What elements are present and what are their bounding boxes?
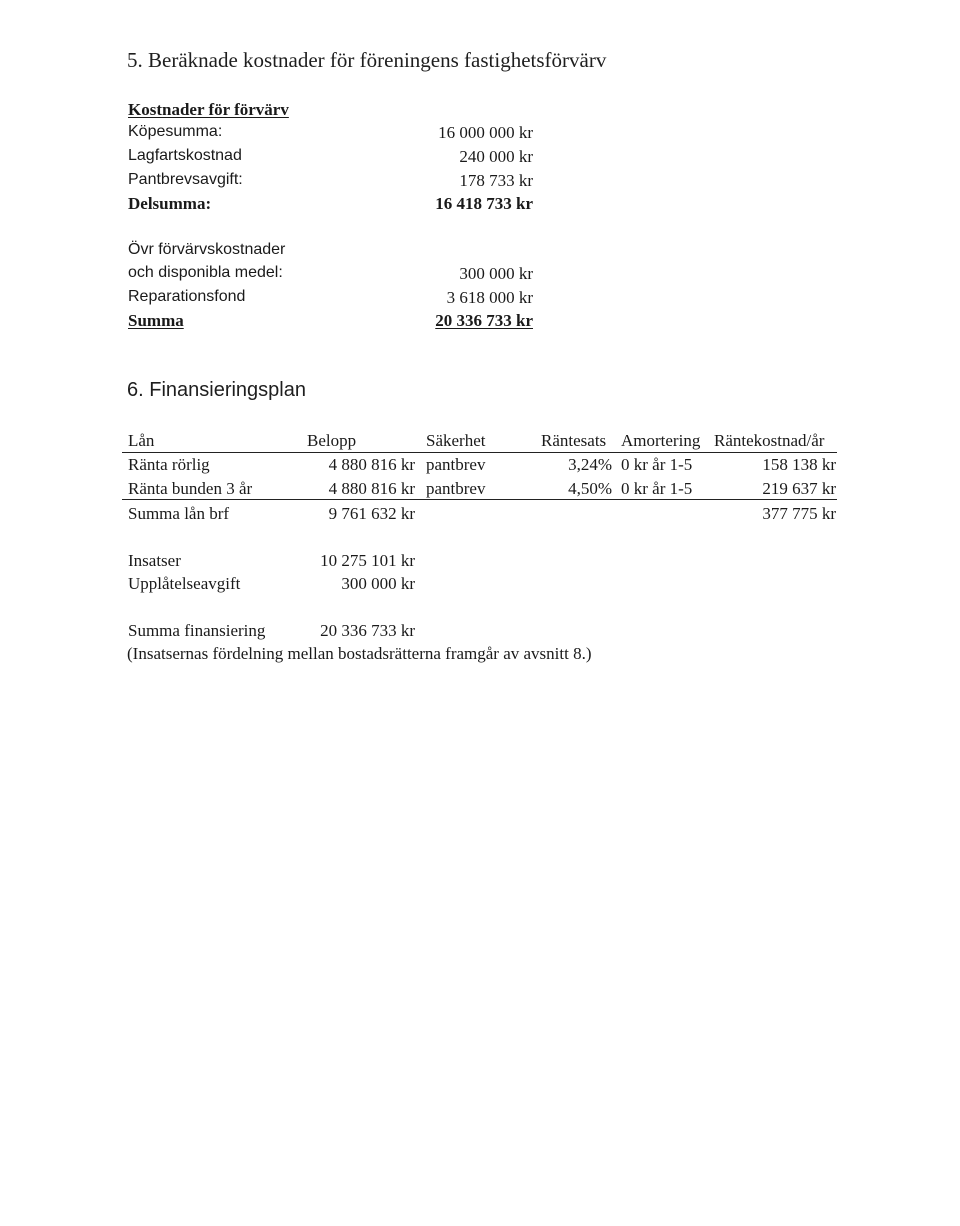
loan-interest-cost: 158 138 kr	[762, 455, 836, 474]
other-costs-label-line2: och disponibla medel:	[128, 264, 283, 281]
repair-fund-label: Reparationsfond	[128, 288, 246, 305]
transfer-fee-value: 300 000 kr	[341, 574, 415, 593]
rows-rule	[122, 499, 837, 500]
col-header-interest-cost: Räntekostnad/år	[714, 431, 825, 450]
financing-note: (Insatsernas fördelning mellan bostadsrätterna framgår av avsnitt 8.)	[127, 644, 592, 663]
section-5-title: 5. Beräknade kostnader för föreningens fastighetsförvärv	[127, 48, 607, 72]
repair-fund-value: 3 618 000 kr	[446, 288, 533, 307]
total-financing-label: Summa finansiering	[128, 621, 266, 640]
loan-amortization: 0 kr år 1-5	[621, 479, 693, 498]
col-header-loan: Lån	[128, 431, 155, 450]
purchase-price-value: 16 000 000 kr	[438, 123, 533, 142]
subtotal-label: Delsumma:	[128, 194, 212, 213]
subtotal-value: 16 418 733 kr	[435, 194, 533, 213]
contributions-label: Insatser	[128, 551, 181, 570]
title-deed-cost-label: Lagfartskostnad	[128, 147, 242, 164]
loan-total-interest-cost: 377 775 kr	[762, 504, 836, 523]
mortgage-deed-fee-label: Pantbrevsavgift:	[128, 171, 243, 188]
loan-total-label: Summa lån brf	[128, 504, 230, 523]
purchase-price-label: Köpesumma:	[128, 123, 223, 140]
contributions-value: 10 275 101 kr	[320, 551, 415, 570]
col-header-amortization: Amortering	[621, 431, 701, 450]
loan-security: pantbrev	[426, 479, 486, 498]
other-costs-value: 300 000 kr	[459, 264, 533, 283]
col-header-security: Säkerhet	[426, 431, 486, 450]
total-label: Summa	[128, 311, 184, 330]
col-header-amount: Belopp	[307, 431, 357, 450]
loan-amortization: 0 kr år 1-5	[621, 455, 693, 474]
header-rule	[122, 452, 837, 453]
total-value: 20 336 733 kr	[435, 311, 533, 330]
loan-total-amount: 9 761 632 kr	[328, 504, 415, 523]
loan-amount: 4 880 816 kr	[328, 479, 415, 498]
loan-name: Ränta rörlig	[128, 455, 210, 474]
loan-interest-rate: 4,50%	[568, 479, 612, 498]
section-6-title: 6. Finansieringsplan	[127, 379, 306, 401]
loan-amount: 4 880 816 kr	[328, 455, 415, 474]
other-costs-label-line1: Övr förvärvskostnader	[128, 241, 286, 258]
loan-interest-cost: 219 637 kr	[762, 479, 836, 498]
acquisition-costs-heading: Kostnader för förvärv	[128, 100, 289, 119]
loan-security: pantbrev	[426, 455, 486, 474]
loan-name: Ränta bunden 3 år	[128, 479, 253, 498]
col-header-interest-rate: Räntesats	[541, 431, 607, 450]
total-financing-value: 20 336 733 kr	[320, 621, 415, 640]
transfer-fee-label: Upplåtelseavgift	[128, 574, 241, 593]
loan-interest-rate: 3,24%	[568, 455, 612, 474]
title-deed-cost-value: 240 000 kr	[459, 147, 533, 166]
mortgage-deed-fee-value: 178 733 kr	[459, 171, 533, 190]
